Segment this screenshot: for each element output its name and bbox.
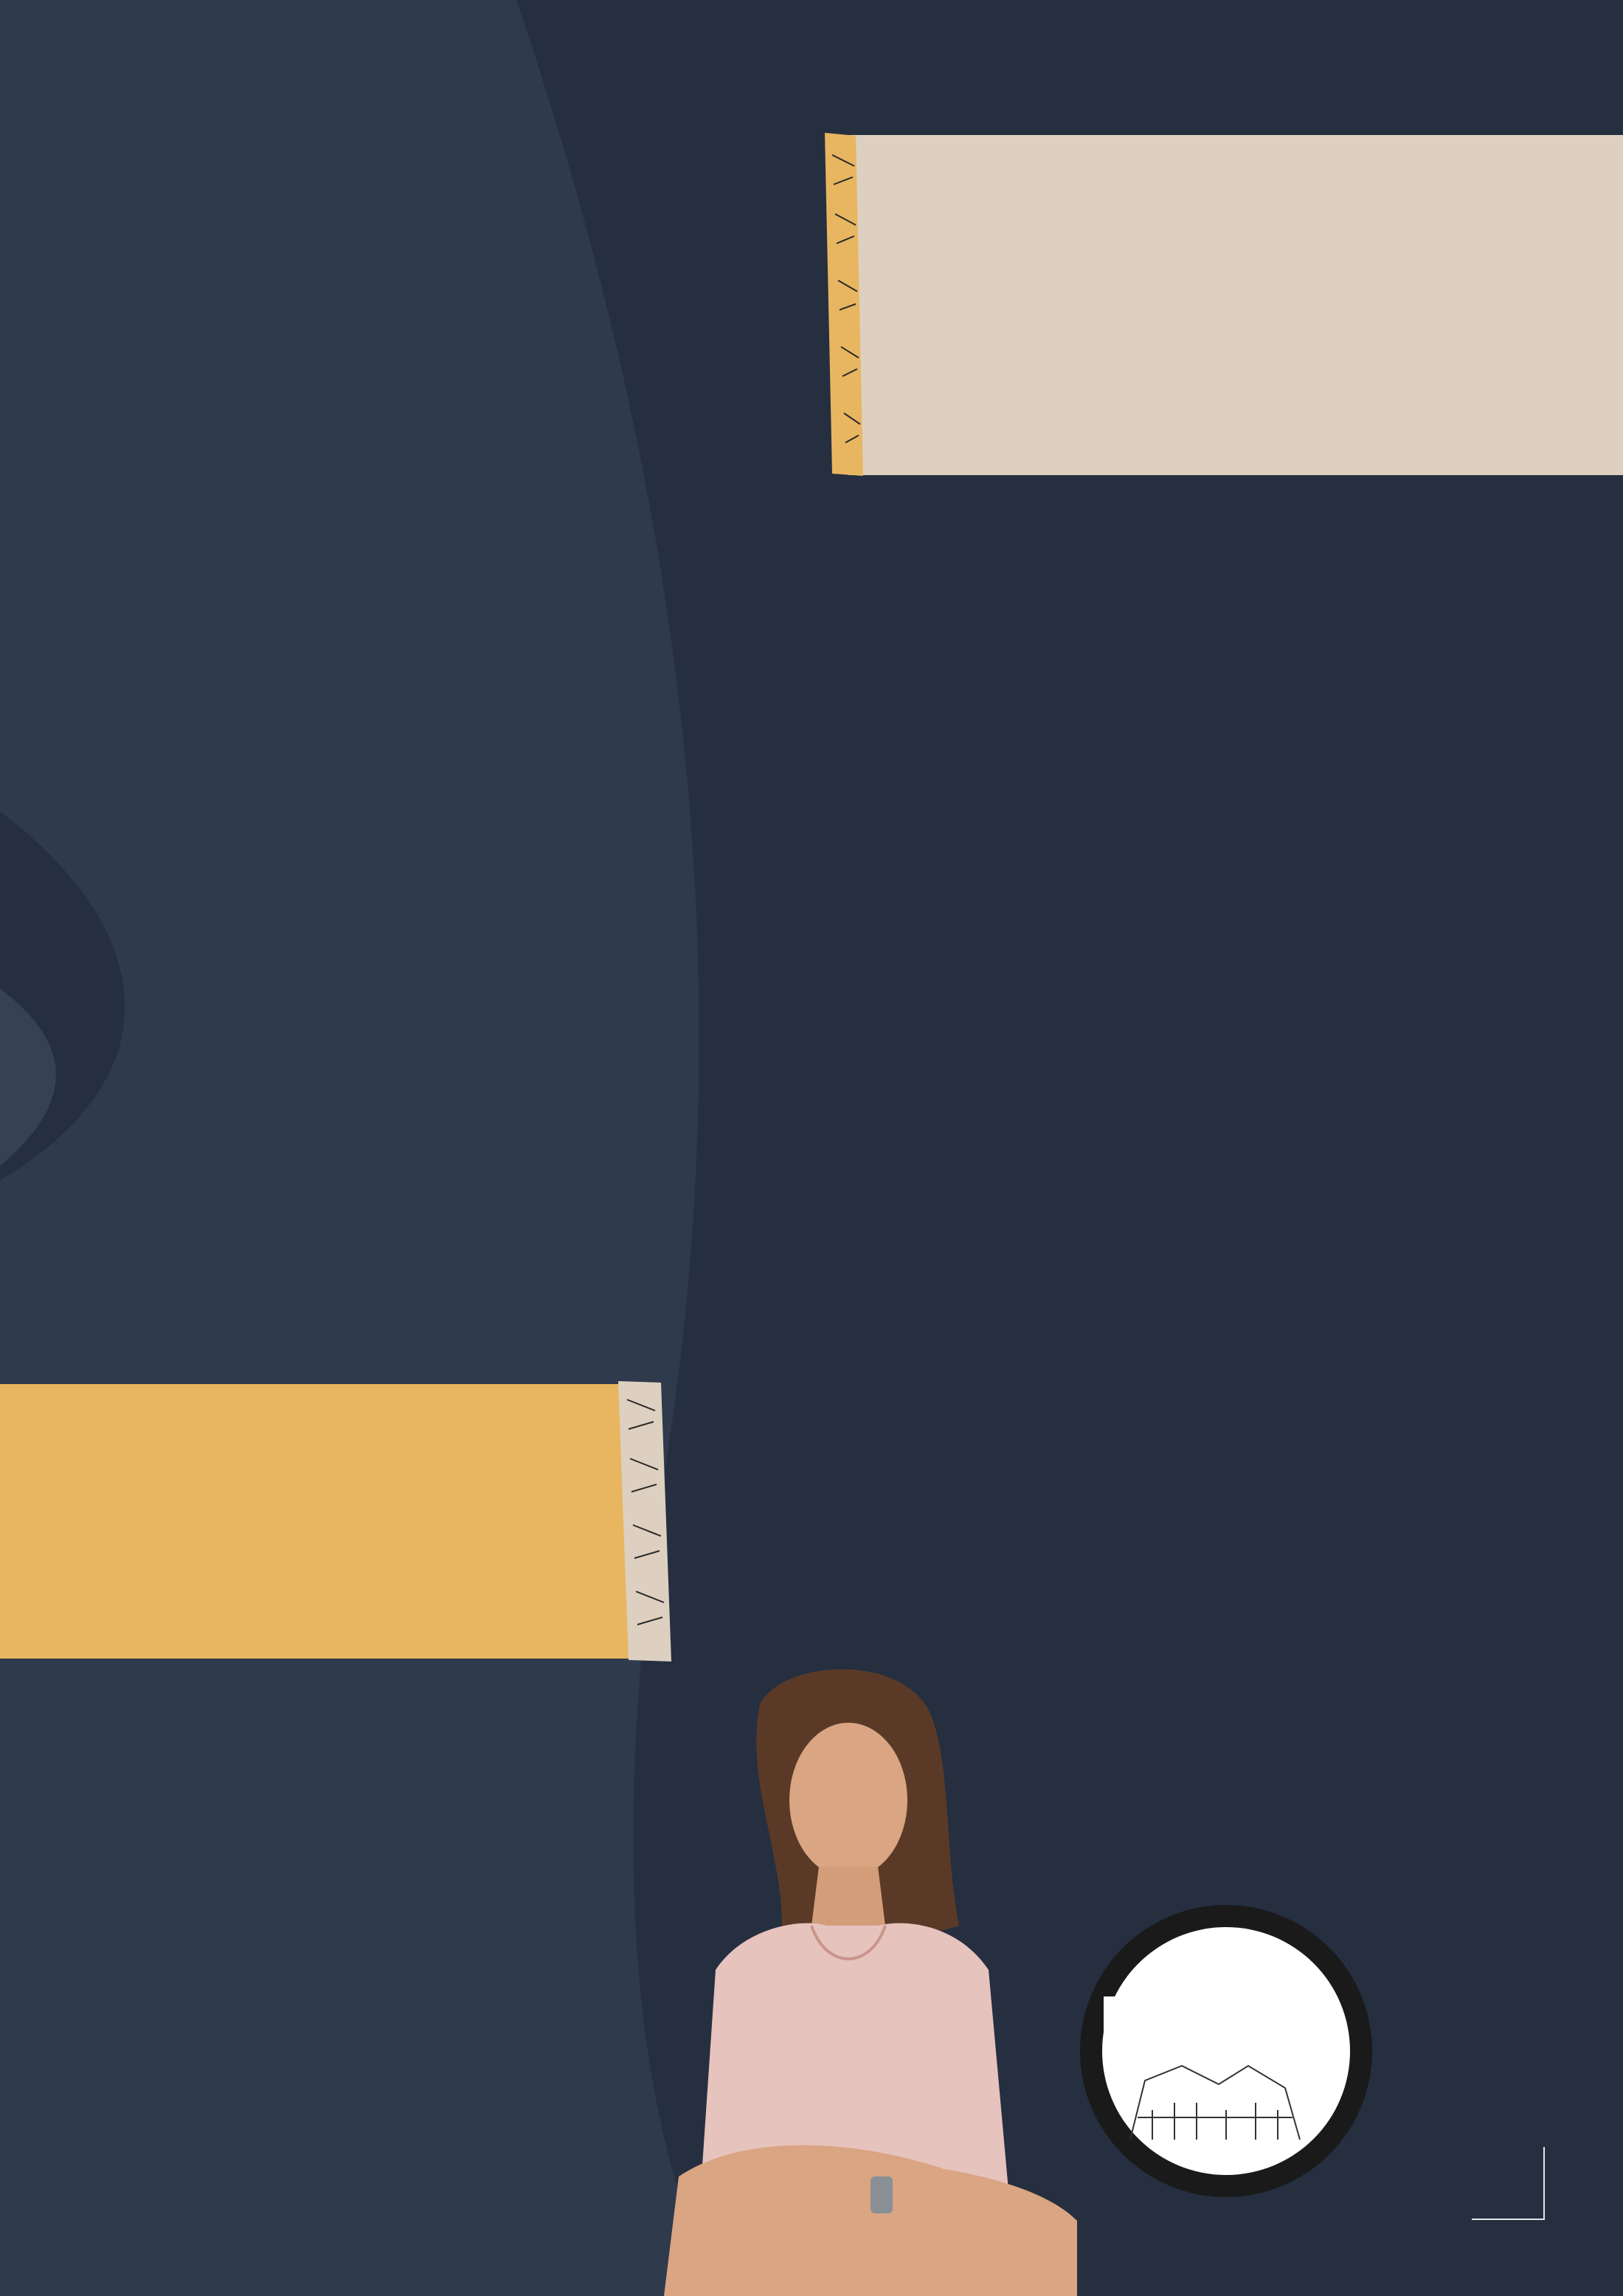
page-corner-mark — [1472, 2147, 1546, 2221]
effectifs-box — [848, 135, 1623, 475]
tape-decoration — [618, 1381, 671, 1662]
tape-decoration — [825, 133, 863, 476]
campus-logo — [1079, 1896, 1374, 2206]
portrait-photo — [634, 1660, 1107, 2296]
pie-chart-diplomes — [812, 516, 1623, 1166]
courses-list — [78, 181, 742, 224]
qr-code-icon[interactable] — [515, 347, 686, 518]
references-text — [19, 1394, 624, 1430]
